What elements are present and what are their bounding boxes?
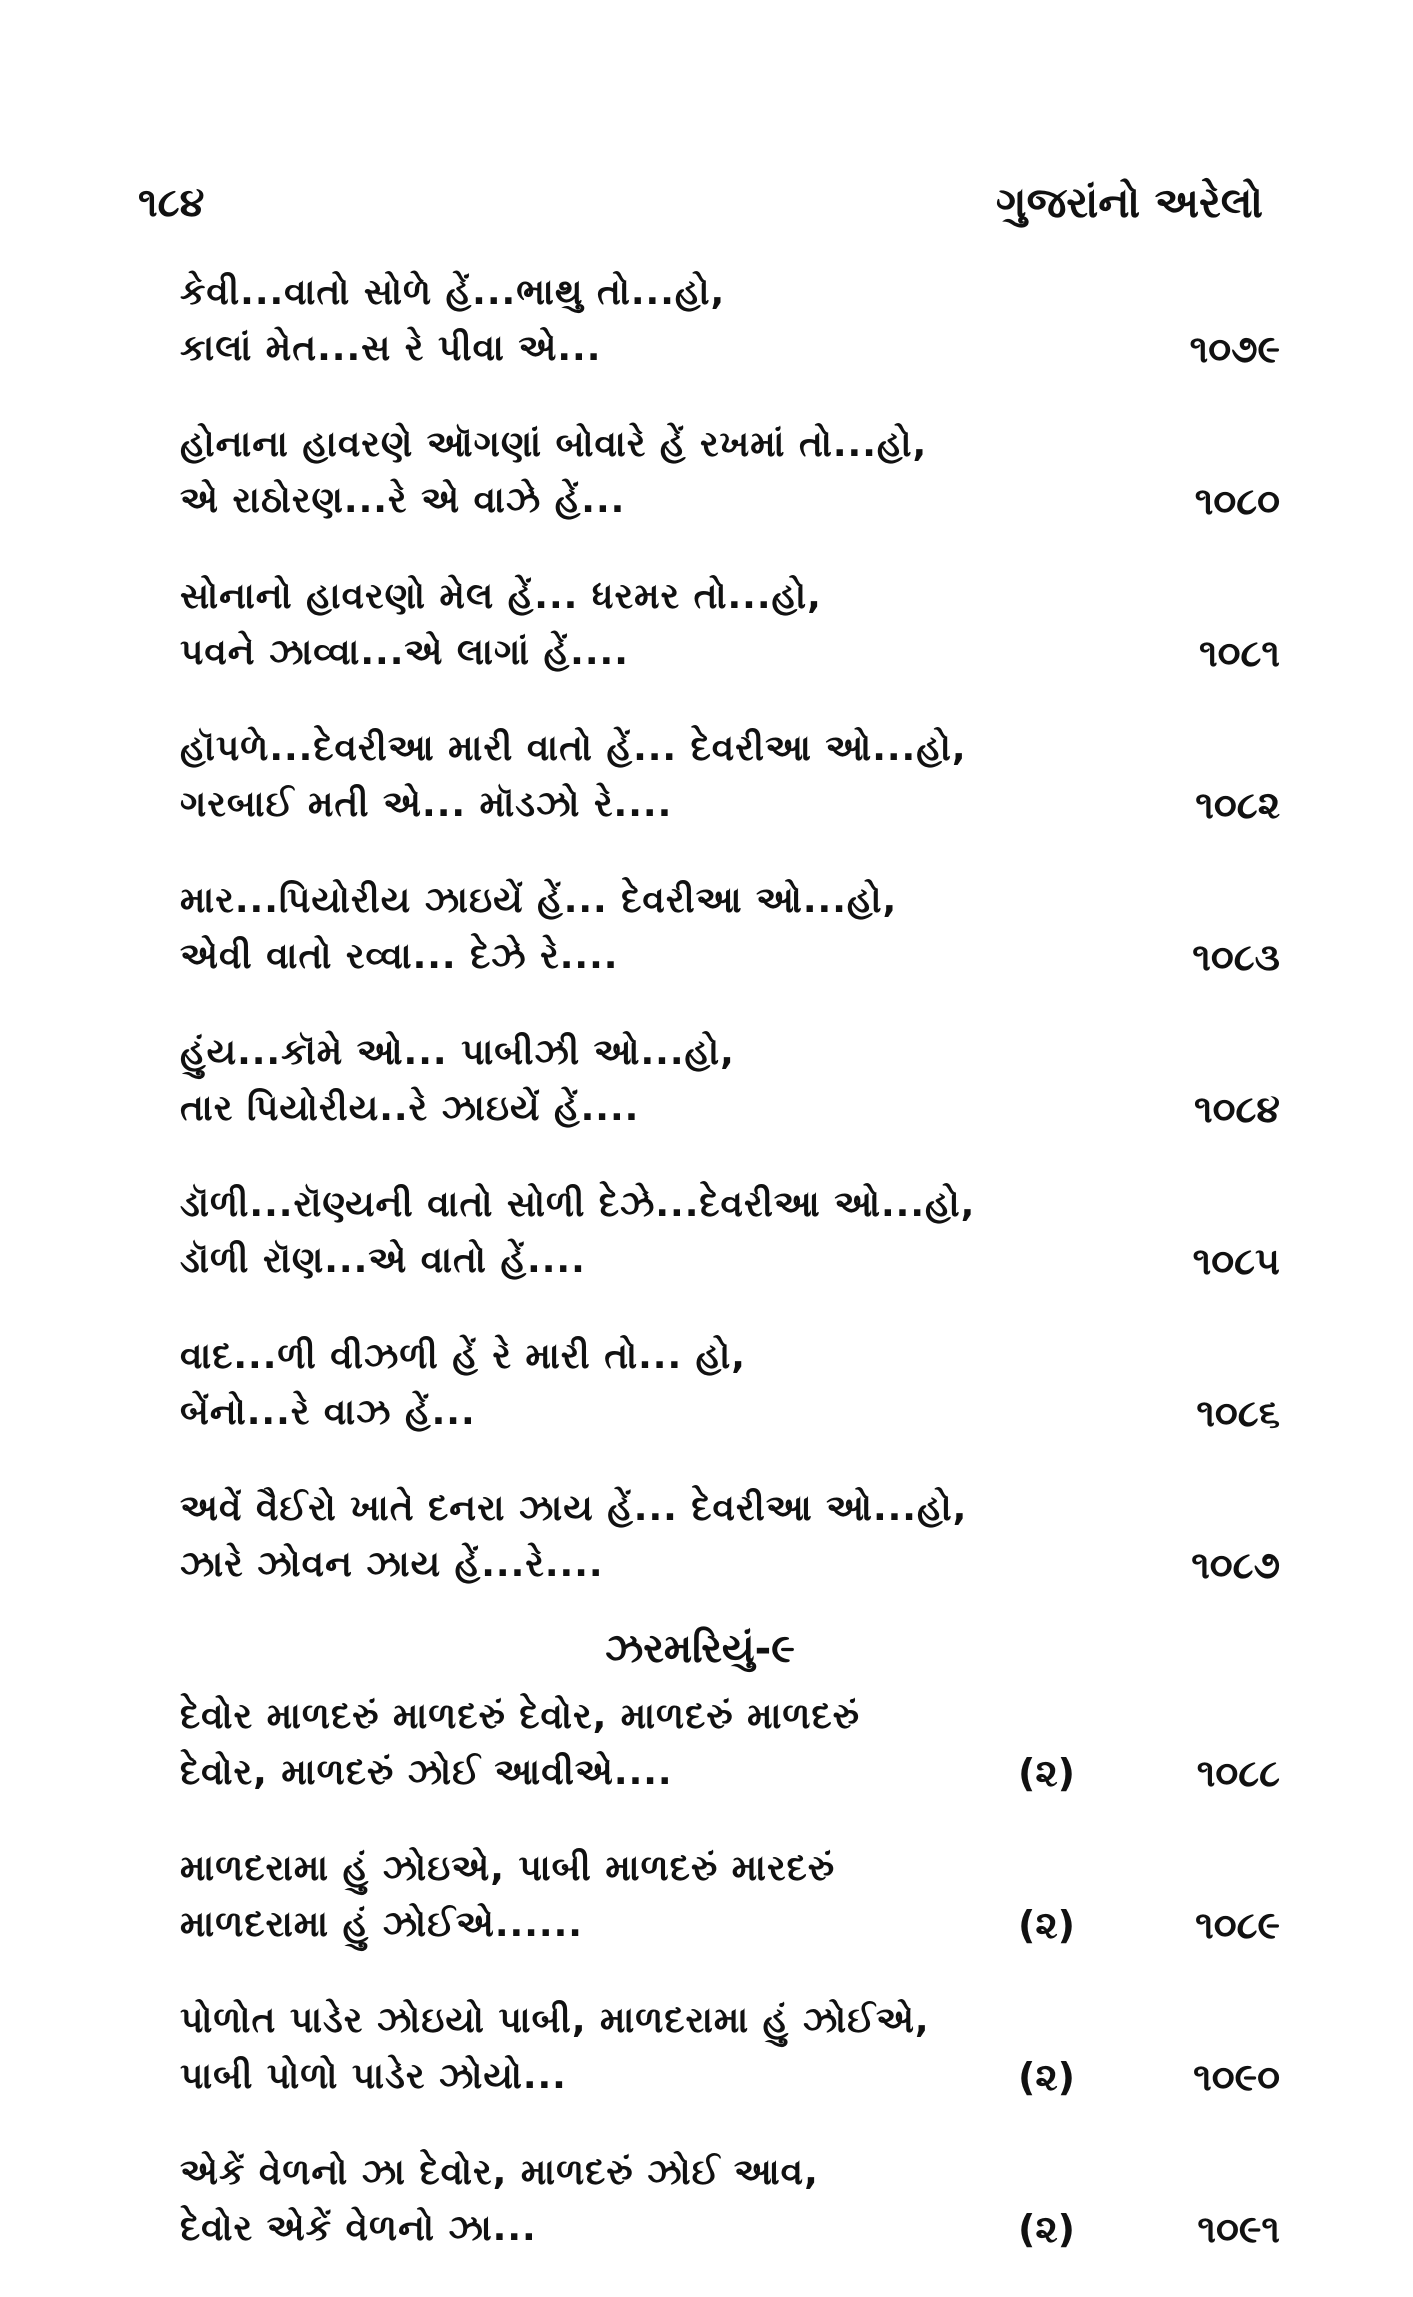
stanza-1085 (180, 1177, 1280, 1289)
verse-line: હુંય...કૉમે ઓ... પાબીઝી ઓ...હો, (180, 1032, 735, 1073)
stanza-1091 (180, 2145, 1280, 2257)
verse-line: એકેં વેળનો ઝા દેવોર, માળદરું ઝોઈ આવ, (180, 2152, 819, 2193)
verse-line: માળદરામા હું ઝોઈએ...... (180, 1904, 583, 1945)
page-content (180, 265, 1280, 2297)
stanza-1082 (180, 721, 1280, 833)
verse-line: ગરબાઈ મતી એ... મૉડઝો રે.... (180, 784, 673, 825)
verse-number: ૧૦૮૫ (1192, 1239, 1280, 1283)
stanza-1079 (180, 265, 1280, 377)
verse-number: ૧૦૮૩ (1192, 935, 1280, 979)
verse-number: ૧૦૭૯ (1189, 327, 1280, 371)
verse-number: ૧૦૮૯ (1195, 1903, 1280, 1947)
stanza-1090 (180, 1993, 1280, 2105)
verse-number: ૧૦૮૧ (1198, 631, 1280, 675)
verse-line: સોનાનો હાવરણો મેલ હેં... ધરમર તો...હો, (180, 576, 822, 617)
verse-line: પવને ઝાવ્વા...એ લાગાં હેં.... (180, 632, 629, 673)
stanza-1081 (180, 569, 1280, 681)
verse-line: વાદ...ળી વીઝળી હેં રે મારી તો... હો, (180, 1336, 746, 1377)
verse-line: અવેં વૈઈરો ખાતે દનરા ઝાય હેં... દેવરીઆ ઓ...હો, (180, 1488, 968, 1529)
verse-line: એ રાઠોરણ...રે એ વાઝે હેં... (180, 480, 626, 521)
verse-number: ૧૦૮૭ (1191, 1543, 1280, 1587)
stanza-1088 (180, 1689, 1280, 1801)
running-title: ગુજરાંનો અરેલો (995, 178, 1263, 227)
verse-line: માર...પિયોરીય ઝાઇયેં હેં... દેવરીઆ ઓ...હો, (180, 880, 898, 921)
verse-line: ડૉળી...રૉણ્યની વાતો સોળી દેઝે...દેવરીઆ ઓ...હો, (180, 1184, 976, 1225)
verse-number: ૧૦૮૪ (1194, 1087, 1280, 1131)
verse-number: ૧૦૯૦ (1193, 2055, 1280, 2099)
verse-number: ૧૦૮૮ (1196, 1751, 1280, 1795)
repeat-marker: (૨) (1017, 2055, 1075, 2099)
verse-line: હોનાના હાવરણે ઑગણાં બોવારે હેં રખમાં તો...હો, (180, 424, 928, 465)
repeat-marker: (૨) (1017, 1751, 1075, 1795)
stanza-1086 (180, 1329, 1280, 1441)
verse-line: ઝારે ઝોવન ઝાય હેં...રે.... (180, 1544, 604, 1585)
verse-line: દેવોર માળદરું માળદરું દેવોર, માળદરું માળદરું (180, 1696, 860, 1737)
verse-line: એવી વાતો રવ્વા... દેઝે રે.... (180, 936, 619, 977)
stanza-1084 (180, 1025, 1280, 1137)
repeat-marker: (૨) (1017, 2207, 1075, 2251)
verse-number: ૧૦૮૬ (1196, 1391, 1280, 1435)
verse-line: તાર પિયોરીય..રે ઝાઇયેં હેં.... (180, 1088, 640, 1129)
stanza-1087 (180, 1481, 1280, 1593)
verse-line: કાલાં મેત...સ રે પીવા એ... (180, 328, 602, 369)
section-heading: ઝરમરિયું-૯ (605, 1626, 795, 1672)
verse-line: પાબી પોળો પાડેર ઝોયો... (180, 2056, 567, 2097)
verse-line: કેવી...વાતો સોળે હેં...ભાથુ તો...હો, (180, 272, 726, 313)
verse-line: પોળોત પાડેર ઝોઇયો પાબી, માળદરામા હું ઝોઈએ, (180, 2000, 930, 2041)
stanza-1083 (180, 873, 1280, 985)
verse-number: ૧૦૮૨ (1195, 783, 1280, 827)
verse-line: બેંનો...રે વાઝ હેં... (180, 1392, 476, 1433)
stanza-1080 (180, 417, 1280, 529)
verse-number: ૧૦૮૦ (1194, 479, 1280, 523)
verse-number: ૧૦૯૧ (1197, 2207, 1280, 2251)
verse-line: દેવોર એકેં વેળનો ઝા... (180, 2208, 537, 2249)
verse-line: હૉપળે...દેવરીઆ મારી વાતો હેં... દેવરીઆ ઓ...હો, (180, 728, 967, 769)
verse-line: ડૉળી રૉણ...એ વાતો હેં.... (180, 1240, 586, 1281)
repeat-marker: (૨) (1017, 1903, 1075, 1947)
stanza-1089 (180, 1841, 1280, 1953)
page-number: ૧૮૪ (138, 180, 205, 226)
verse-line: દેવોર, માળદરું ઝોઈ આવીએ.... (180, 1752, 673, 1793)
verse-line: માળદરામા હું ઝોઇએ, પાબી માળદરું મારદરું (180, 1848, 836, 1889)
